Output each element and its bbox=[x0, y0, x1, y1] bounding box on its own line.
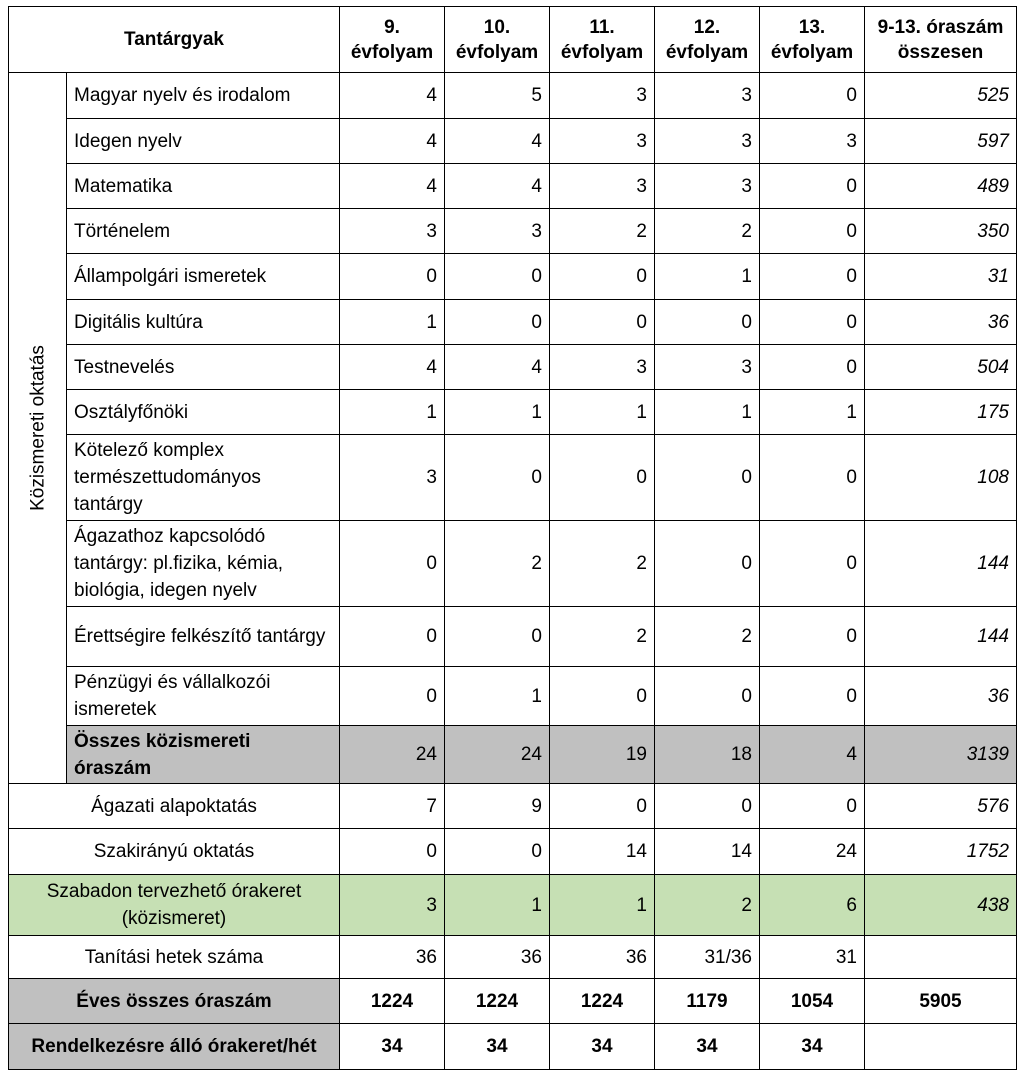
total-value: 108 bbox=[865, 435, 1017, 521]
subject-name: Magyar nyelv és irodalom bbox=[67, 73, 340, 119]
total-value: 525 bbox=[865, 73, 1017, 119]
hetek-row-value: 31 bbox=[760, 936, 865, 979]
table-row bbox=[9, 390, 1017, 435]
grade-value: 5 bbox=[445, 73, 550, 119]
grade-value: 1 bbox=[340, 300, 445, 345]
grade-value: 3 bbox=[550, 73, 655, 119]
grade-value: 0 bbox=[760, 607, 865, 667]
header-row bbox=[9, 7, 1017, 73]
rendelkezes-row-value: 34 bbox=[550, 1024, 655, 1070]
header-grade-10: 10. évfolyam bbox=[445, 7, 550, 73]
total-value: 504 bbox=[865, 345, 1017, 390]
szabad-row-value: 3 bbox=[340, 875, 445, 936]
subtotal-total: 3139 bbox=[865, 726, 1017, 784]
group-label-cell bbox=[9, 73, 67, 784]
grade-value: 0 bbox=[550, 300, 655, 345]
subtotal-label: Összes közismereti óraszám bbox=[67, 726, 340, 784]
header-grade-12: 12. évfolyam bbox=[655, 7, 760, 73]
szakiranyu-row-value: 14 bbox=[655, 829, 760, 875]
subject-name: Történelem bbox=[67, 209, 340, 254]
szakiranyu-row-label: Szakirányú oktatás bbox=[9, 829, 340, 875]
grade-value: 1 bbox=[655, 254, 760, 300]
grade-value: 0 bbox=[760, 73, 865, 119]
grade-value: 0 bbox=[340, 521, 445, 607]
grade-value: 4 bbox=[445, 164, 550, 209]
subject-name: Idegen nyelv bbox=[67, 119, 340, 164]
grade-value: 1 bbox=[550, 390, 655, 435]
grade-value: 0 bbox=[760, 667, 865, 726]
subject-name: Kötelező komplex természettudományos tantárgy bbox=[67, 435, 340, 521]
rendelkezes-row bbox=[9, 1024, 1017, 1070]
table-row bbox=[9, 254, 1017, 300]
agazati-row-total: 576 bbox=[865, 784, 1017, 829]
grade-value: 0 bbox=[445, 300, 550, 345]
agazati-row-value: 0 bbox=[550, 784, 655, 829]
curriculum-table bbox=[8, 6, 1017, 1070]
table-row bbox=[9, 119, 1017, 164]
grade-value: 0 bbox=[655, 667, 760, 726]
grade-value: 3 bbox=[655, 119, 760, 164]
grade-value: 0 bbox=[760, 209, 865, 254]
eves-row-value: 1179 bbox=[655, 979, 760, 1024]
total-value: 36 bbox=[865, 300, 1017, 345]
header-grade-13: 13. évfolyam bbox=[760, 7, 865, 73]
subtotal-value: 24 bbox=[340, 726, 445, 784]
hetek-row-value: 36 bbox=[550, 936, 655, 979]
table-row bbox=[9, 73, 1017, 119]
grade-value: 2 bbox=[655, 209, 760, 254]
header-total: 9-13. óraszám összesen bbox=[865, 7, 1017, 73]
grade-value: 0 bbox=[760, 300, 865, 345]
szakiranyu-row-value: 0 bbox=[340, 829, 445, 875]
grade-value: 2 bbox=[550, 209, 655, 254]
agazati-row-value: 0 bbox=[655, 784, 760, 829]
subject-name: Testnevelés bbox=[67, 345, 340, 390]
szabad-row-value: 6 bbox=[760, 875, 865, 936]
hetek-row-value: 36 bbox=[340, 936, 445, 979]
szakiranyu-row-total: 1752 bbox=[865, 829, 1017, 875]
szabad-row-label bbox=[9, 875, 340, 936]
grade-value: 1 bbox=[655, 390, 760, 435]
eves-row-value: 1224 bbox=[340, 979, 445, 1024]
szakiranyu-row-value: 14 bbox=[550, 829, 655, 875]
hetek-row-value: 31/36 bbox=[655, 936, 760, 979]
table-row bbox=[9, 209, 1017, 254]
grade-value: 0 bbox=[760, 345, 865, 390]
grade-value: 1 bbox=[760, 390, 865, 435]
grade-value: 1 bbox=[445, 667, 550, 726]
grade-value: 0 bbox=[340, 254, 445, 300]
total-value: 144 bbox=[865, 607, 1017, 667]
eves-row-value: 1224 bbox=[550, 979, 655, 1024]
szabad-row-value: 1 bbox=[550, 875, 655, 936]
total-value: 36 bbox=[865, 667, 1017, 726]
szakiranyu-row-value: 24 bbox=[760, 829, 865, 875]
total-value: 350 bbox=[865, 209, 1017, 254]
hetek-row bbox=[9, 936, 1017, 979]
hetek-row-label: Tanítási hetek száma bbox=[9, 936, 340, 979]
hetek-row-value: 36 bbox=[445, 936, 550, 979]
grade-value: 2 bbox=[655, 607, 760, 667]
grade-value: 4 bbox=[340, 345, 445, 390]
grade-value: 3 bbox=[340, 435, 445, 521]
subtotal-value: 18 bbox=[655, 726, 760, 784]
grade-value: 2 bbox=[445, 521, 550, 607]
total-value: 144 bbox=[865, 521, 1017, 607]
grade-value: 3 bbox=[445, 209, 550, 254]
eves-row bbox=[9, 979, 1017, 1024]
table-row bbox=[9, 164, 1017, 209]
subject-name: Osztályfőnöki bbox=[67, 390, 340, 435]
grade-value: 4 bbox=[340, 73, 445, 119]
grade-value: 1 bbox=[340, 390, 445, 435]
grade-value: 3 bbox=[340, 209, 445, 254]
total-value: 597 bbox=[865, 119, 1017, 164]
szabad-row-value: 2 bbox=[655, 875, 760, 936]
grade-value: 0 bbox=[655, 435, 760, 521]
rendelkezes-row-label: Rendelkezésre álló órakeret/hét bbox=[9, 1024, 340, 1070]
table-row bbox=[9, 300, 1017, 345]
szabad-row-total: 438 bbox=[865, 875, 1017, 936]
agazati-row-label: Ágazati alapoktatás bbox=[9, 784, 340, 829]
rendelkezes-row-total bbox=[865, 1024, 1017, 1070]
grade-value: 0 bbox=[655, 300, 760, 345]
rendelkezes-row-value: 34 bbox=[445, 1024, 550, 1070]
subtotal-row bbox=[9, 726, 1017, 784]
grade-value: 3 bbox=[655, 73, 760, 119]
subtotal-value: 4 bbox=[760, 726, 865, 784]
eves-row-total: 5905 bbox=[865, 979, 1017, 1024]
grade-value: 0 bbox=[655, 521, 760, 607]
eves-row-value: 1054 bbox=[760, 979, 865, 1024]
rendelkezes-row-value: 34 bbox=[655, 1024, 760, 1070]
grade-value: 2 bbox=[550, 607, 655, 667]
grade-value: 0 bbox=[340, 667, 445, 726]
grade-value: 0 bbox=[340, 607, 445, 667]
grade-value: 4 bbox=[445, 119, 550, 164]
grade-value: 0 bbox=[550, 254, 655, 300]
eves-row-label: Éves összes óraszám bbox=[9, 979, 340, 1024]
table-row bbox=[9, 607, 1017, 667]
total-value: 489 bbox=[865, 164, 1017, 209]
table-row bbox=[9, 667, 1017, 726]
szakiranyu-row bbox=[9, 829, 1017, 875]
subject-name: Állampolgári ismeretek bbox=[67, 254, 340, 300]
group-label: Közismereti oktatás bbox=[27, 345, 48, 511]
total-value: 31 bbox=[865, 254, 1017, 300]
grade-value: 0 bbox=[445, 435, 550, 521]
rendelkezes-row-value: 34 bbox=[340, 1024, 445, 1070]
grade-value: 0 bbox=[760, 164, 865, 209]
total-value: 175 bbox=[865, 390, 1017, 435]
rendelkezes-row-value: 34 bbox=[760, 1024, 865, 1070]
grade-value: 3 bbox=[655, 164, 760, 209]
grade-value: 3 bbox=[655, 345, 760, 390]
subtotal-value: 24 bbox=[445, 726, 550, 784]
grade-value: 4 bbox=[340, 164, 445, 209]
grade-value: 1 bbox=[445, 390, 550, 435]
table-row bbox=[9, 435, 1017, 521]
subject-name: Matematika bbox=[67, 164, 340, 209]
agazati-row-value: 0 bbox=[760, 784, 865, 829]
grade-value: 0 bbox=[760, 521, 865, 607]
grade-value: 4 bbox=[445, 345, 550, 390]
szabad-row bbox=[9, 875, 1017, 936]
subject-name: Pénzügyi és vállalkozói ismeretek bbox=[67, 667, 340, 726]
subject-name: Digitális kultúra bbox=[67, 300, 340, 345]
grade-value: 0 bbox=[550, 667, 655, 726]
table-row bbox=[9, 521, 1017, 607]
szabad-row-value: 1 bbox=[445, 875, 550, 936]
grade-value: 3 bbox=[760, 119, 865, 164]
szabad-line1: Szabadon tervezhető órakeret bbox=[46, 881, 302, 902]
subtotal-value: 19 bbox=[550, 726, 655, 784]
grade-value: 0 bbox=[445, 254, 550, 300]
agazati-row-value: 9 bbox=[445, 784, 550, 829]
subject-name: Ágazathoz kapcsolódó tantárgy: pl.fizika, kémia, biológia, idegen nyelv bbox=[67, 521, 340, 607]
grade-value: 3 bbox=[550, 164, 655, 209]
szakiranyu-row-value: 0 bbox=[445, 829, 550, 875]
subject-name: Érettségire felkészítő tantárgy bbox=[67, 607, 340, 667]
header-subjects: Tantárgyak bbox=[9, 7, 340, 73]
table-row bbox=[9, 345, 1017, 390]
agazati-row-value: 7 bbox=[340, 784, 445, 829]
grade-value: 0 bbox=[550, 435, 655, 521]
grade-value: 0 bbox=[760, 435, 865, 521]
grade-value: 2 bbox=[550, 521, 655, 607]
header-grade-9: 9. évfolyam bbox=[340, 7, 445, 73]
grade-value: 3 bbox=[550, 119, 655, 164]
grade-value: 0 bbox=[445, 607, 550, 667]
szabad-line2: (közismeret) bbox=[121, 908, 227, 929]
grade-value: 4 bbox=[340, 119, 445, 164]
agazati-row bbox=[9, 784, 1017, 829]
grade-value: 3 bbox=[550, 345, 655, 390]
header-grade-11: 11. évfolyam bbox=[550, 7, 655, 73]
hetek-row-total bbox=[865, 936, 1017, 979]
eves-row-value: 1224 bbox=[445, 979, 550, 1024]
grade-value: 0 bbox=[760, 254, 865, 300]
